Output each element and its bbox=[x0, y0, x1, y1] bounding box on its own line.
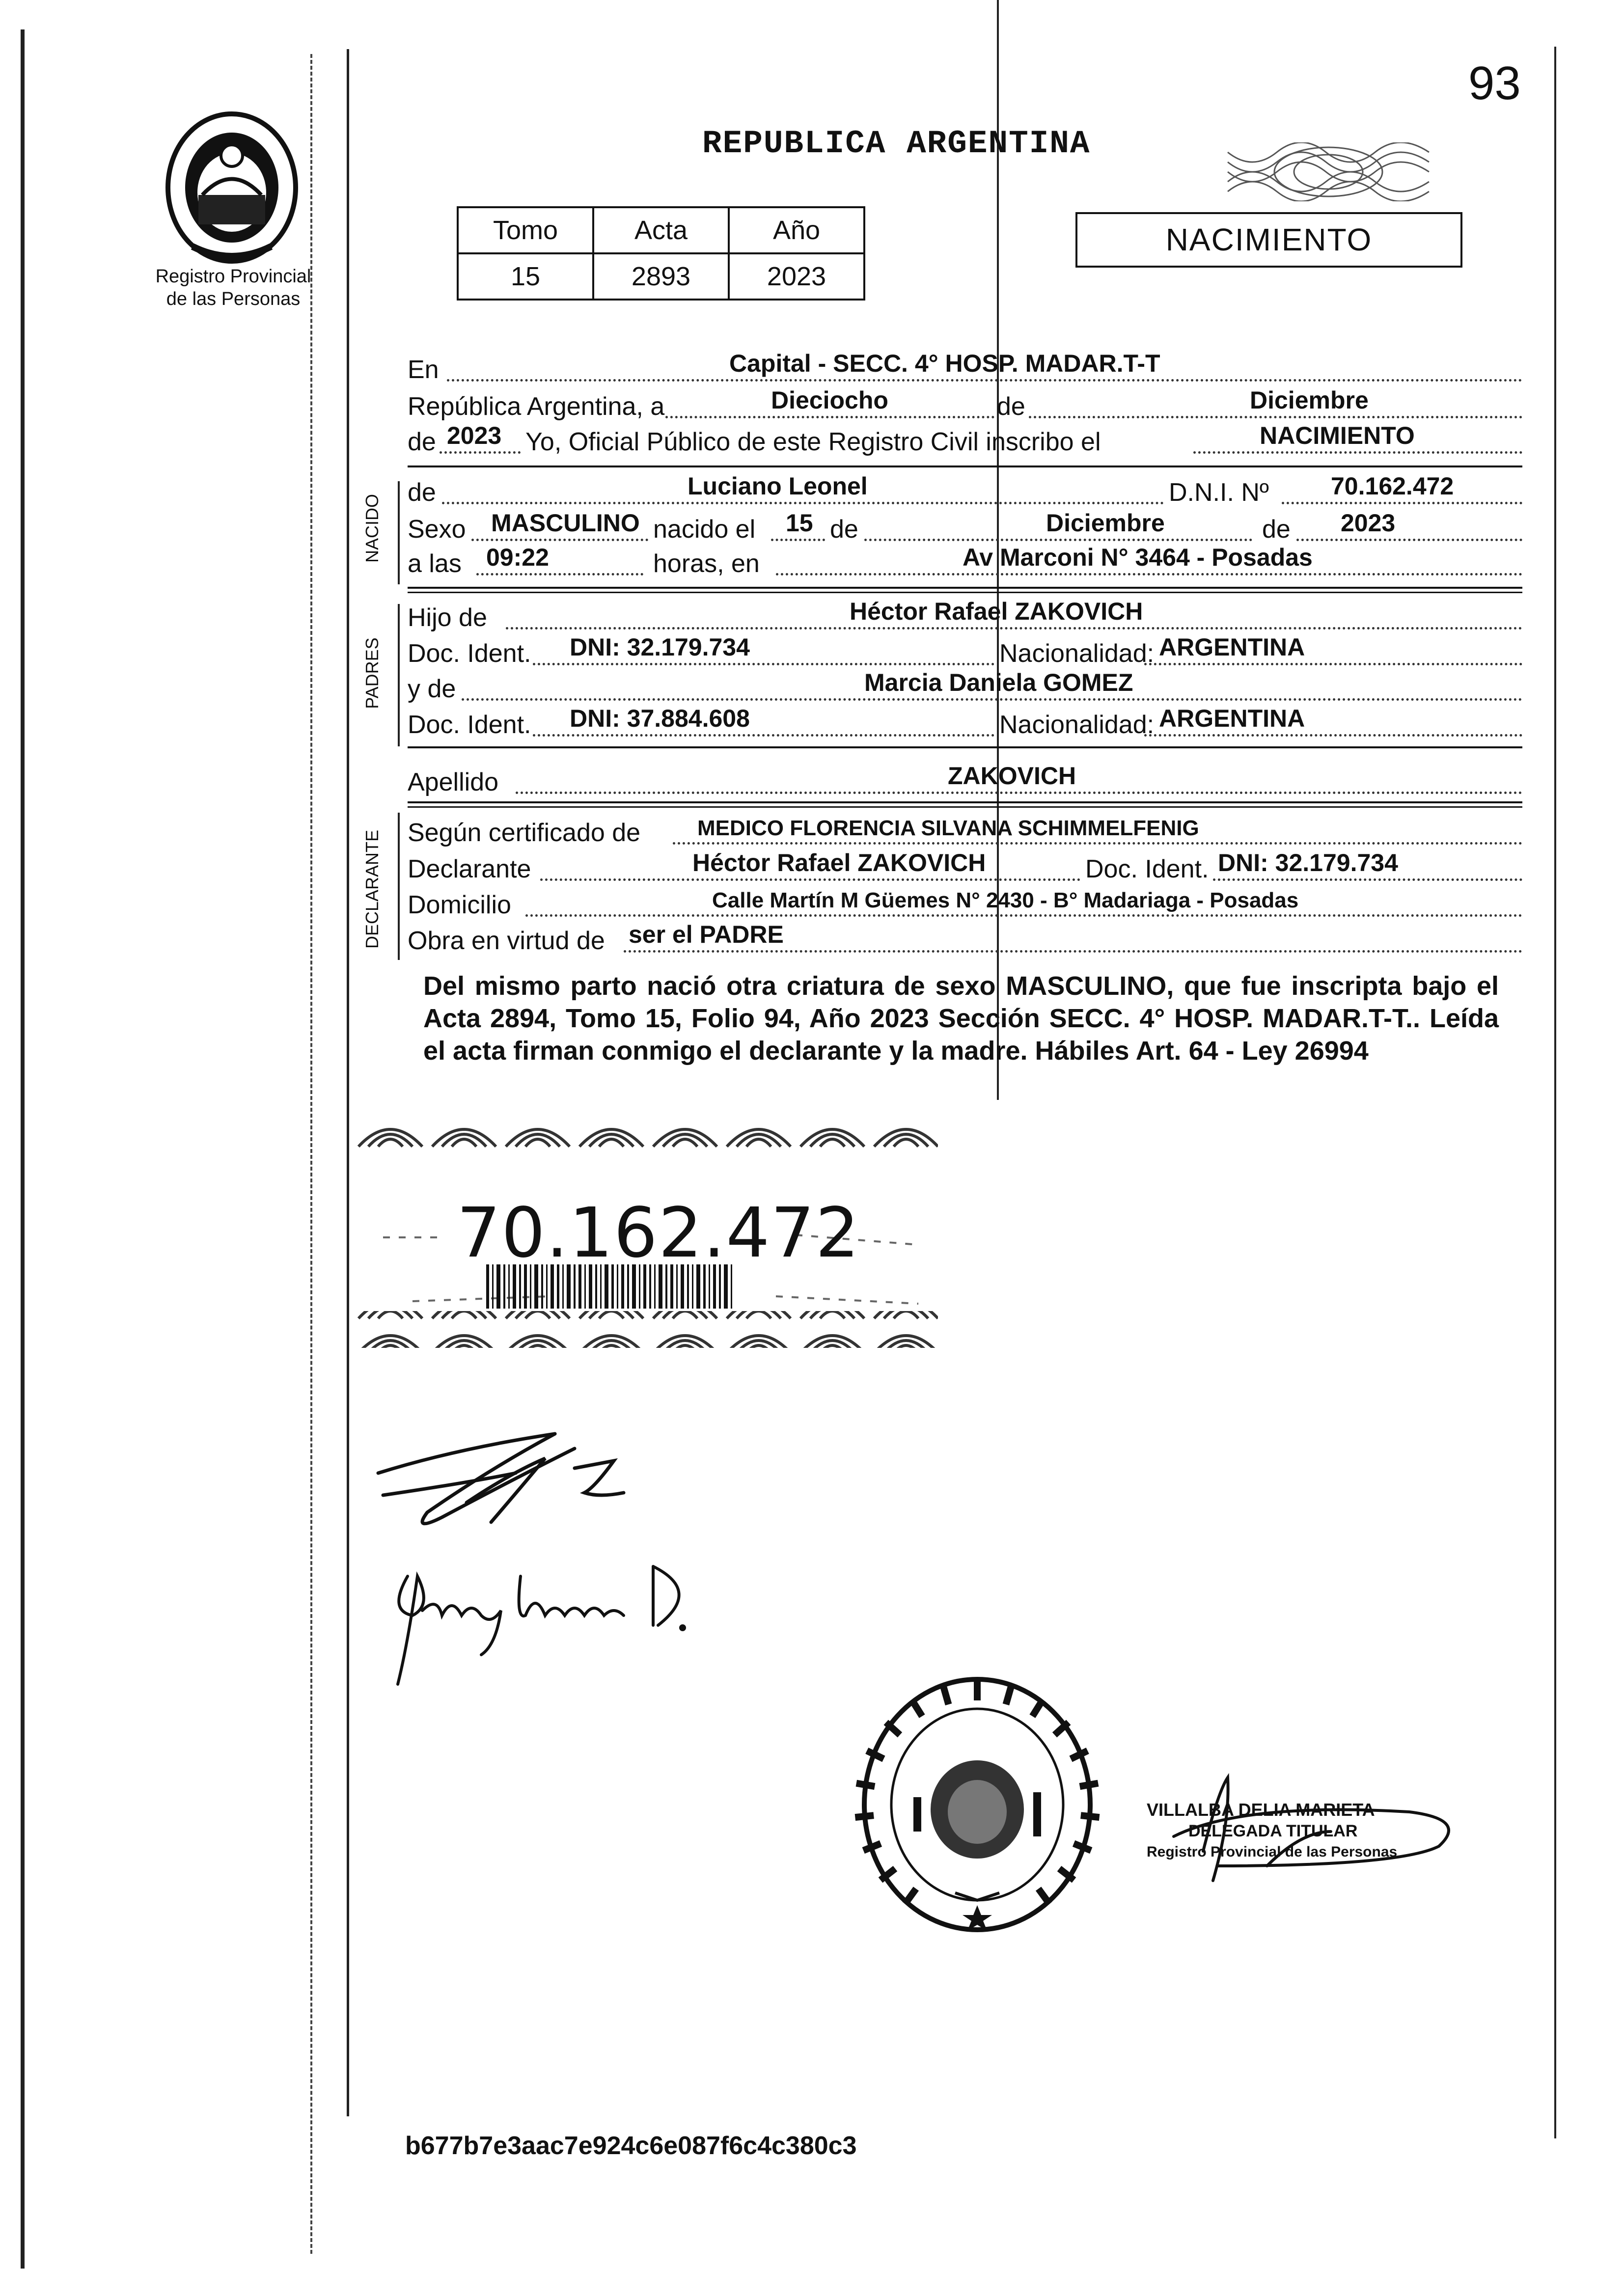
sex-label: Sexo bbox=[408, 515, 466, 544]
birth-year: 2023 bbox=[1341, 509, 1396, 537]
record-header-row bbox=[458, 207, 864, 253]
oath-text: Yo, Oficial Público de este Registro Civil inscribo el bbox=[525, 428, 1101, 456]
rule-before-born bbox=[408, 465, 1522, 467]
declarant-section-bracket bbox=[398, 813, 400, 960]
record-value-acta: 2893 bbox=[593, 253, 729, 300]
rule-before-declarant-2 bbox=[408, 806, 1522, 808]
row-address bbox=[408, 881, 1522, 920]
row-date bbox=[408, 383, 1522, 421]
father-name: Héctor Rafael ZAKOVICH bbox=[850, 598, 1143, 625]
registry-name bbox=[128, 265, 339, 310]
declarant-label: Declarante bbox=[408, 855, 531, 883]
registration-day: Dieciocho bbox=[771, 386, 888, 414]
row-certificate bbox=[408, 809, 1522, 848]
row-declarant bbox=[408, 846, 1522, 884]
document-hash: b677b7e3aac7e924c6e087f6c4c380c3 bbox=[405, 2132, 857, 2160]
child-dni: 70.162.472 bbox=[1331, 472, 1454, 500]
record-header-acta: Acta bbox=[593, 207, 729, 253]
act-type-box: NACIMIENTO bbox=[1075, 212, 1462, 268]
record-header-tomo: Tomo bbox=[458, 207, 593, 253]
registration-month: Diciembre bbox=[1250, 386, 1369, 414]
country-title: REPUBLICA ARGENTINA bbox=[702, 125, 1091, 162]
declarant-section-label: DECLARANTE bbox=[362, 829, 382, 949]
registration-year: 2023 bbox=[447, 422, 502, 449]
inscribed-act: NACIMIENTO bbox=[1260, 422, 1415, 449]
father-doc: DNI: 32.179.734 bbox=[570, 633, 750, 661]
row-mother bbox=[408, 665, 1522, 704]
mother-name-dots bbox=[462, 698, 1522, 701]
registry-name-line1: Registro Provincial bbox=[155, 266, 311, 287]
frame-left-line bbox=[347, 49, 349, 2116]
left-edge-line bbox=[21, 29, 25, 2269]
page-number: 93 bbox=[1468, 57, 1521, 109]
hours-label: horas, en bbox=[653, 549, 760, 578]
province-crest-icon bbox=[158, 109, 305, 266]
observations-text: Del mismo parto nació otra criatura de sexo MASCULINO, que fue inscripta bajo el Acta 2894, Tomo 15, Folio 94, Año 2023 Sección SECC. 4° HOSP. MADAR.T-T.. Leída el acta firman conmigo el declarante y la madre. Hábiles Art. 64 - Ley 26994 bbox=[423, 971, 1499, 1066]
mother-doc-dots bbox=[533, 734, 994, 737]
born-section-bracket bbox=[398, 481, 400, 584]
row-place bbox=[408, 346, 1522, 384]
birth-place: Av Marconi N° 3464 - Posadas bbox=[963, 544, 1313, 571]
born-section-label: NACIDO bbox=[362, 494, 382, 563]
act-dots bbox=[1193, 451, 1522, 454]
place-dots bbox=[447, 379, 1522, 382]
year-dots bbox=[440, 451, 521, 454]
row-time-place bbox=[408, 540, 1522, 578]
declarant-signature bbox=[368, 1414, 643, 1547]
declarant-dots bbox=[540, 878, 1080, 881]
birth-time: 09:22 bbox=[486, 544, 549, 571]
mother-nationality: ARGENTINA bbox=[1159, 705, 1305, 732]
official-role: DELEGADA TITULAR bbox=[1188, 1822, 1358, 1840]
margin-dashed-line bbox=[310, 54, 312, 2254]
capacity-dots bbox=[624, 950, 1522, 953]
child-sex: MASCULINO bbox=[491, 509, 640, 537]
en-label: En bbox=[408, 356, 439, 384]
declarant-name: Héctor Rafael ZAKOVICH bbox=[692, 849, 986, 876]
capacity: ser el PADRE bbox=[629, 921, 784, 948]
at-label: a las bbox=[408, 549, 462, 578]
child-dni-dots bbox=[1282, 502, 1522, 504]
declarant-doc-dots bbox=[1213, 878, 1522, 881]
parents-section-label: PADRES bbox=[362, 637, 382, 709]
surname: ZAKOVICH bbox=[948, 762, 1076, 790]
republic-label: República Argentina, a bbox=[408, 392, 665, 421]
birth-month: Diciembre bbox=[1046, 509, 1165, 537]
row-surname bbox=[408, 759, 1522, 797]
certificate-issuer: MEDICO FLORENCIA SILVANA SCHIMMELFENIG bbox=[697, 816, 1199, 840]
row-child-name bbox=[408, 469, 1522, 507]
mother-nationality-dots bbox=[1144, 734, 1522, 737]
father-nationality: ARGENTINA bbox=[1159, 633, 1305, 661]
address-label: Domicilio bbox=[408, 891, 511, 919]
born-label: nacido el bbox=[653, 515, 756, 544]
mother-doc-label: Doc. Ident. bbox=[408, 711, 531, 739]
record-value-tomo: 15 bbox=[458, 253, 593, 300]
father-nationality-label: Nacionalidad: bbox=[999, 639, 1155, 668]
son-of-label: Hijo de bbox=[408, 603, 487, 632]
rule-before-parents bbox=[408, 587, 1522, 589]
record-header-year: Año bbox=[729, 207, 864, 253]
official-stamp bbox=[1144, 1773, 1468, 1890]
child-name: Luciano Leonel bbox=[688, 472, 868, 500]
record-table bbox=[457, 206, 865, 301]
frame-right-line bbox=[1554, 47, 1556, 2138]
registry-place: Capital - SECC. 4° HOSP. MADAR.T-T bbox=[729, 350, 1160, 377]
birth-de-label: de bbox=[830, 515, 858, 544]
row-father bbox=[408, 594, 1522, 632]
certificate-label: Según certificado de bbox=[408, 819, 641, 847]
row-mother-doc bbox=[408, 701, 1522, 739]
address-dots bbox=[525, 914, 1522, 917]
year-prefix-label: de bbox=[408, 428, 436, 456]
birth-de2-label: de bbox=[1262, 515, 1291, 544]
mother-name: Marcia Daniela GOMEZ bbox=[864, 669, 1133, 696]
capacity-label: Obra en virtud de bbox=[408, 927, 605, 955]
address: Calle Martín M Güemes N° 2430 - B° Madariaga - Posadas bbox=[712, 888, 1299, 912]
father-doc-label: Doc. Ident. bbox=[408, 639, 531, 668]
rule-before-surname bbox=[408, 746, 1522, 748]
and-of-label: y de bbox=[408, 675, 456, 703]
record-value-year: 2023 bbox=[729, 253, 864, 300]
dni-label: D.N.I. Nº bbox=[1169, 478, 1269, 507]
parents-section-bracket bbox=[398, 604, 400, 746]
child-name-dots bbox=[442, 502, 1164, 504]
declarant-doc-label: Doc. Ident. bbox=[1085, 855, 1209, 883]
official-name: VILLALBA DELIA MARIETA bbox=[1147, 1800, 1375, 1820]
row-year bbox=[408, 418, 1522, 457]
registry-seal bbox=[854, 1669, 1100, 1940]
mother-doc: DNI: 37.884.608 bbox=[570, 705, 750, 732]
certificate-dots bbox=[673, 842, 1522, 845]
surname-dots bbox=[516, 792, 1522, 794]
father-name-dots bbox=[506, 627, 1522, 629]
mother-nationality-label: Nacionalidad: bbox=[999, 711, 1155, 739]
registry-name-line2: de las Personas bbox=[166, 289, 301, 309]
date-de-label: de bbox=[997, 392, 1025, 421]
birth-place-dots bbox=[776, 573, 1522, 575]
row-sex-birthdate bbox=[408, 506, 1522, 544]
row-father-doc bbox=[408, 630, 1522, 668]
official-office: Registro Provincial de las Personas bbox=[1147, 1844, 1398, 1860]
row-capacity bbox=[408, 917, 1522, 956]
mother-signature bbox=[378, 1547, 751, 1694]
record-value-row bbox=[458, 253, 864, 300]
child-prefix-label: de bbox=[408, 478, 436, 507]
birth-day: 15 bbox=[786, 509, 813, 537]
security-guilloche-icon bbox=[1223, 142, 1434, 201]
rule-before-parents-2 bbox=[408, 592, 1522, 593]
declarant-doc: DNI: 32.179.734 bbox=[1218, 849, 1398, 876]
rule-before-declarant bbox=[408, 801, 1522, 803]
surname-label: Apellido bbox=[408, 768, 499, 796]
time-dots bbox=[476, 573, 643, 575]
dni-strip-number: 70.162.472 bbox=[457, 1193, 860, 1273]
